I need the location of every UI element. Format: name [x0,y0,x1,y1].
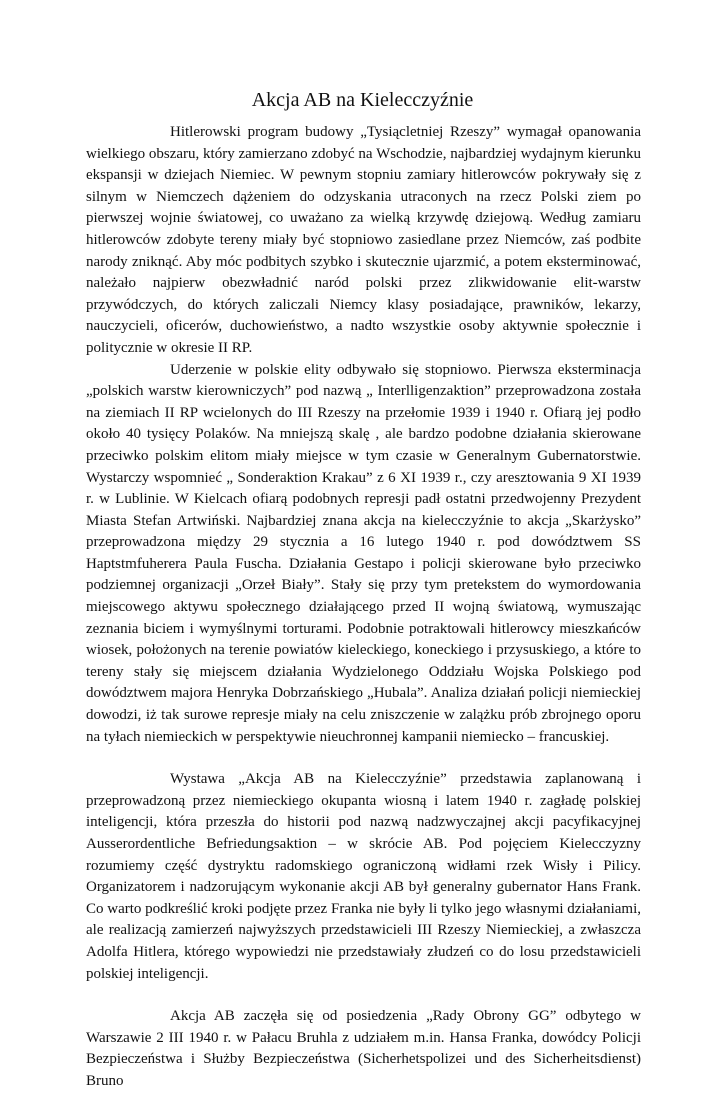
document-title: Akcja AB na Kielecczyźnie [251,89,474,111]
paragraph-3: Wystawa „Akcja AB na Kielecczyźnie” przedstawia zaplanowaną i przeprowadzoną przez niemieckiego okupanta wiosną i latem 1940 r. zagładę polskiej inteligencji, która przeszła do historii pod nazwą nadzwyczajnej akcji pacyfikacyjnej Ausserordentliche Befriedungsaktion – w skrócie AB. Pod pojęciem Kielecczyzny rozumiemy część dystryktu radomskiego ograniczoną widłami rzek Wisły i Pilicy. Organizatorem i nadzorującym wykonanie akcji AB był generalny gubernator Hans Frank. Co warto podkreślić kroki podjęte przez Franka nie były li tylko jego własnymi działaniami, ale realizacją zamierzeń najwyższych przedstawicieli III Rzeszy Niemieckiej, a zwłaszcza Adolfa Hitlera, którego wypowiedzi nie przedstawiały złudzeń co do losu przedstawicieli polskiej inteligencji. [86,771,641,982]
paragraph-1: Hitlerowski program budowy „Tysiącletniej Rzeszy” wymagał opanowania wielkiego obszaru, który zamierzano zdobyć na Wschodzie, najbardziej wydajnym kierunku ekspansji w dziejach Niemiec. W pewnym stopniu zamiary hitlerowców pokrywały się z silnym w Niemczech dążeniem do odzyskania utraconych na rzecz Polski ziem po pierwszej wojnie światowej, co uważano za wielką krzywdę dziejową. Według zamiaru hitlerowców zdobyte tereny miały być stopniowo zasiedlane przez Niemców, zaś podbite narody zniknąć. Aby móc podbitych szybko i skutecznie ujarzmić, a potem eksterminować, należało najpierw obezwładnić naród polski przez zlikwidowanie elit-warstw przywódczych, do których zaliczali Niemcy klasy posiadające, prawników, lekarzy, nauczycieli, oficerów, duchowieństwo, a nadto wszystkie osoby aktywnie społecznie i politycznie w okresie II RP. [86,124,641,356]
paragraph-4: Akcja AB zaczęła się od posiedzenia „Rady Obrony GG” odbytego w Warszawie 2 III 1940 r. w Pałacu Bruhla z udziałem m.in. Hansa Franka, dowódcy Policji Bezpieczeństwa i Służby Bezpieczeństwa (Sicherhetspolizei und des Sicherheitsdienst) Bruno [86,1008,641,1089]
paragraph-2: Uderzenie w polskie elity odbywało się stopniowo. Pierwsza eksterminacja „polskich warstw kierowniczych” pod nazwą „ Interlligenzaktion” przeprowadzona została na ziemiach II RP wcielonych do III Rzeszy na przełomie 1939 i 1940 r. Ofiarą jej podło około 40 tysięcy Polaków. Na mniejszą skalę , ale bardzo podobne działania skierowane przeciwko polskim elitom miały miejsce w tym czasie w Generalnym Gubernatorstwie. Wystarczy wspomnieć „ Sonderaktion Krakau” z 6 XI 1939 r., czy aresztowania 9 XI 1939 r. w Lublinie. W Kielcach ofiarą podobnych represji padł ostatni przedwojenny Prezydent Miasta Stefan Artwiński. Najbardziej znana akcja na kielecczyźnie to akcja „Skarżysko” przeprowadzona między 29 stycznia a 16 lutego 1940 r. pod dowództwem SS Haptstmfuherera Paula Fuscha. Działania Gestapo i policji skierowane było przeciwko podziemnej organizacji „Orzeł Biały”. Stały się przy tym pretekstem do wymordowania miejscowego aktywu społecznego działającego przed II wojną światową, wymuszając zeznania biciem i wymyślnymi torturami. Podobnie potraktowali hitlerowcy mieszkańców wiosek, położonych na terenie powiatów kieleckiego, koneckiego i przysuskiego, a które to tereny stały się miejscem działania Wydzielonego Oddziału Wojska Polskiego pod dowództwem majora Henryka Dobrzańskiego „Hubala”. Analiza działań policji niemieckiej dowodzi, iż tak surowe represje miały na celu zniszczenie w zalążku prób zbrojnego oporu na tyłach niemieckich w perspektywie nieuchronnej kampanii niemiecko – francuskiej. [86,361,641,745]
document-body [86,122,641,1093]
